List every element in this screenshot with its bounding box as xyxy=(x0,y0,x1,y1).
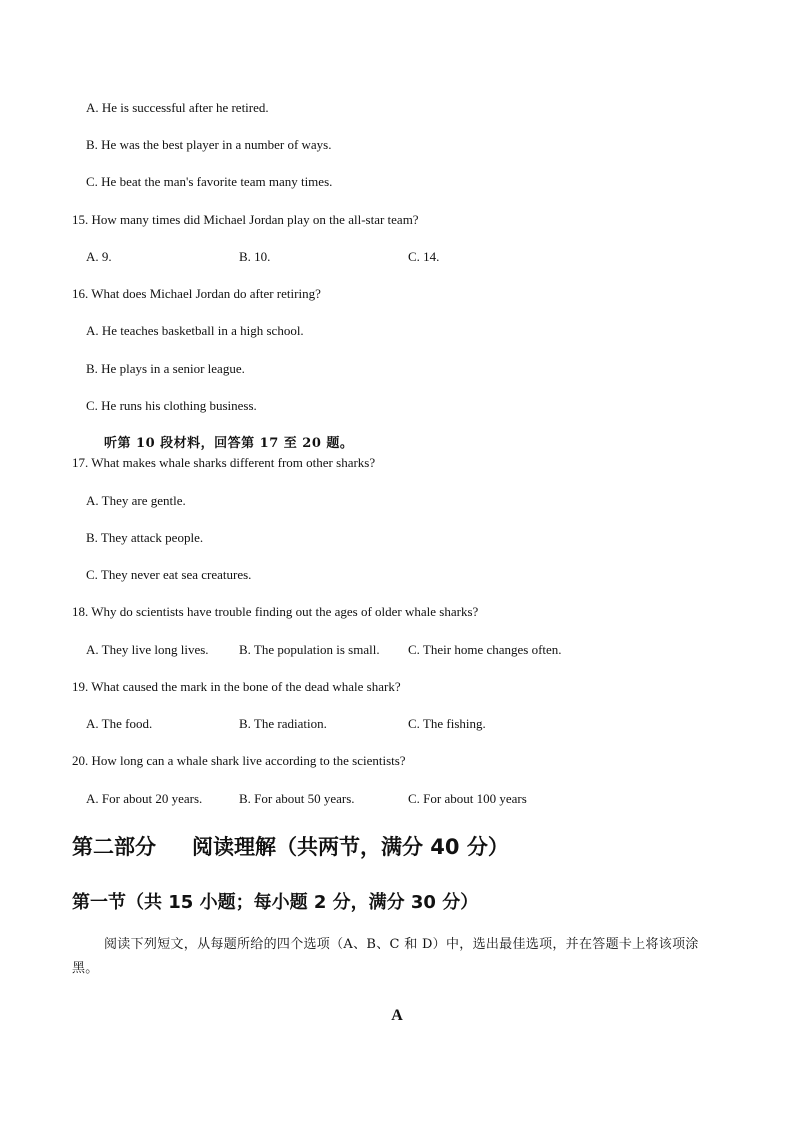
q15-stem: 15. How many times did Michael Jordan play on the all-star team? xyxy=(72,212,419,227)
q16-stem: 16. What does Michael Jordan do after retiring? xyxy=(72,286,321,301)
q16-option-c: C. He runs his clothing business. xyxy=(86,398,257,413)
section1-heading: 第一节（共 15 小题；每小题 2 分，满分 30 分） xyxy=(72,892,479,913)
listening-instruction: 听第 10 段材料，回答第 17 至 20 题。 xyxy=(104,436,354,451)
q15-option-c: C. 14. xyxy=(408,249,440,264)
q14-option-b: B. He was the best player in a number of ways. xyxy=(86,137,332,152)
q15-option-a: A. 9. xyxy=(86,249,112,264)
q16-option-a: A. He teaches basketball in a high school. xyxy=(86,323,304,338)
q17-option-a: A. They are gentle. xyxy=(86,493,186,508)
q19-option-c: C. The fishing. xyxy=(408,716,486,731)
part2-heading xyxy=(72,831,509,861)
q20-option-b: B. For about 50 years. xyxy=(239,791,355,806)
q16-option-b: B. He plays in a senior league. xyxy=(86,361,245,376)
q14-option-a: A. He is successful after he retired. xyxy=(86,100,269,115)
q17-option-c: C. They never eat sea creatures. xyxy=(86,567,252,582)
q18-option-b: B. The population is small. xyxy=(239,642,380,657)
q20-option-c: C. For about 100 years xyxy=(408,791,527,806)
q17-option-b: B. They attack people. xyxy=(86,530,204,545)
q17-stem: 17. What makes whale sharks different from other sharks? xyxy=(72,455,376,470)
q14-option-c: C. He beat the man's favorite team many times. xyxy=(86,174,333,189)
part2-label: 第二部分 xyxy=(72,835,156,859)
q18-option-c: C. Their home changes often. xyxy=(408,642,562,657)
q19-option-a: A. The food. xyxy=(86,716,153,731)
q19-stem: 19. What caused the mark in the bone of the dead whale shark? xyxy=(72,679,401,694)
q19-option-b: B. The radiation. xyxy=(239,716,327,731)
q20-option-a: A. For about 20 years. xyxy=(86,791,203,806)
part2-title: 阅读理解（共两节，满分 40 分） xyxy=(192,835,509,859)
q15-option-b: B. 10. xyxy=(239,249,271,264)
q20-stem: 20. How long can a whale shark live according to the scientists? xyxy=(72,753,406,768)
passage-label: A xyxy=(391,1007,403,1024)
q18-option-a: A. They live long lives. xyxy=(86,642,209,657)
q18-stem: 18. Why do scientists have trouble finding out the ages of older whale sharks? xyxy=(72,604,479,619)
reading-instruction: 阅读下列短文，从每题所给的四个选项（A、B、C 和 D）中，选出最佳选项，并在答题卡上将该项涂黑。 xyxy=(72,937,699,976)
